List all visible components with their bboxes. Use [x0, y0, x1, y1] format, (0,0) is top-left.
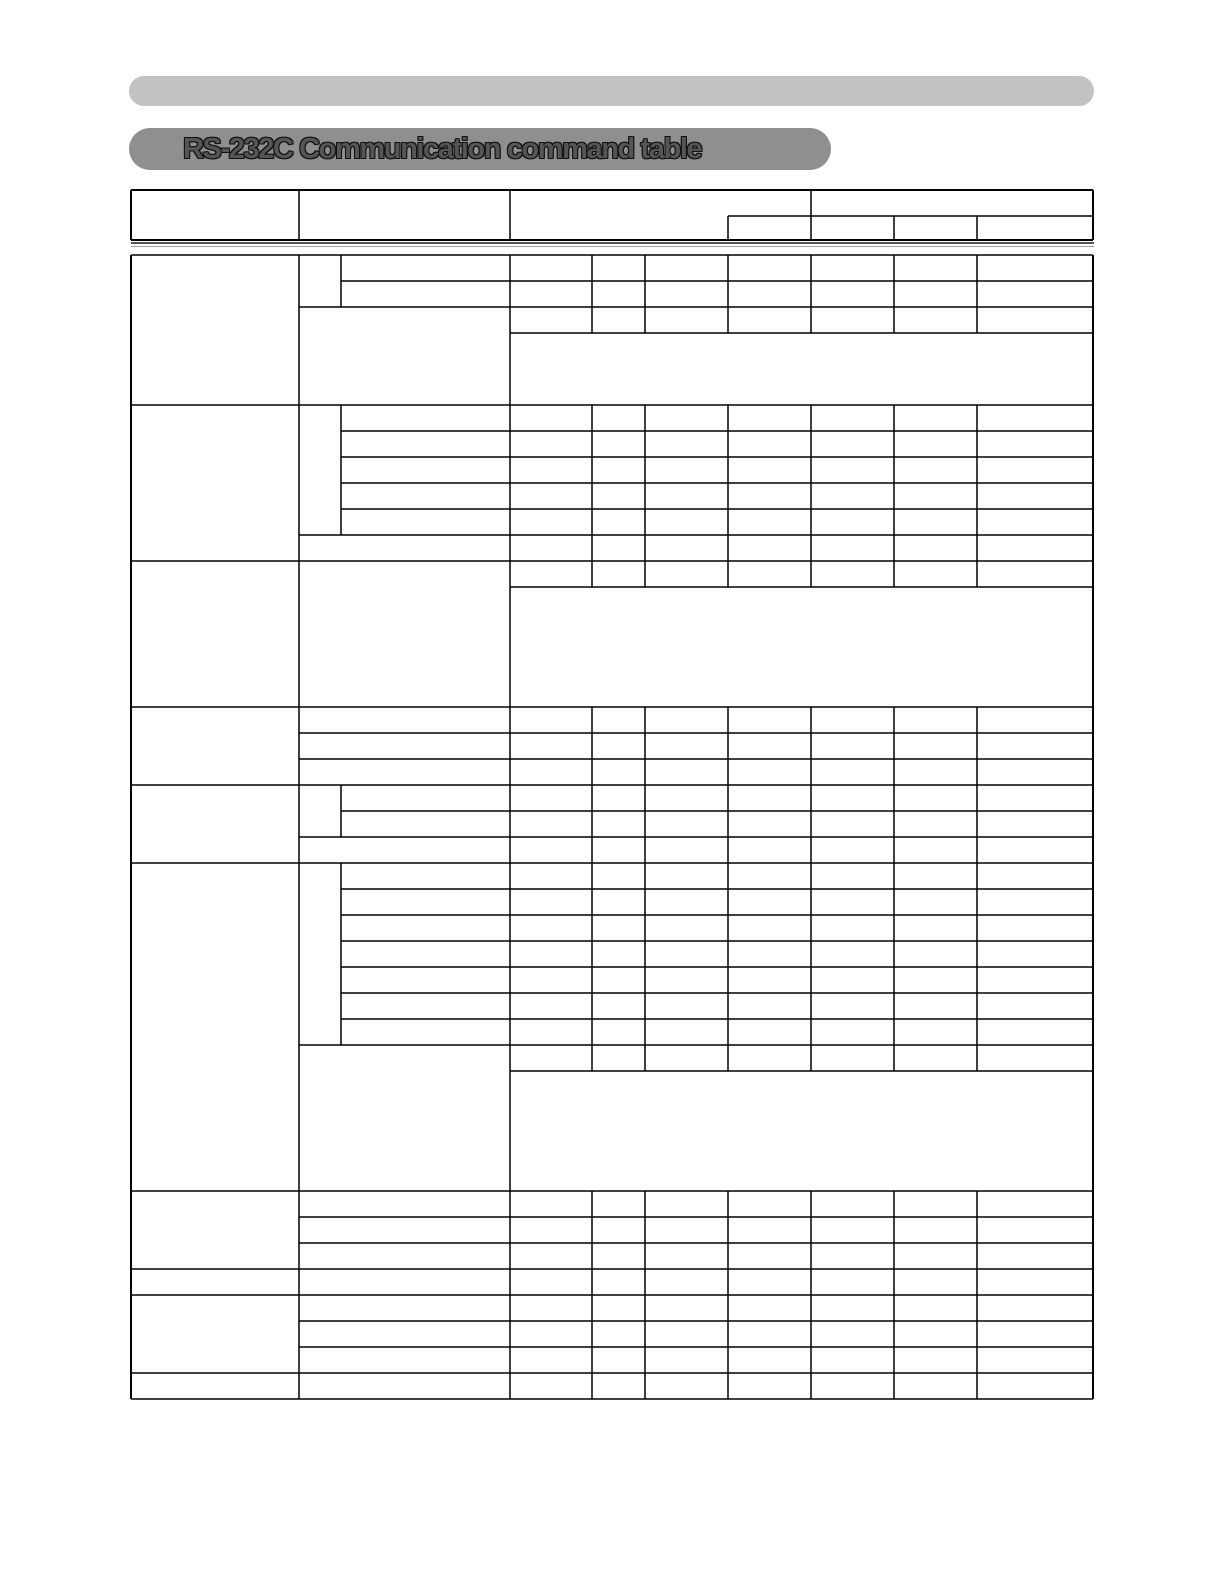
page-title: RS-232C Communication command table [183, 133, 702, 165]
